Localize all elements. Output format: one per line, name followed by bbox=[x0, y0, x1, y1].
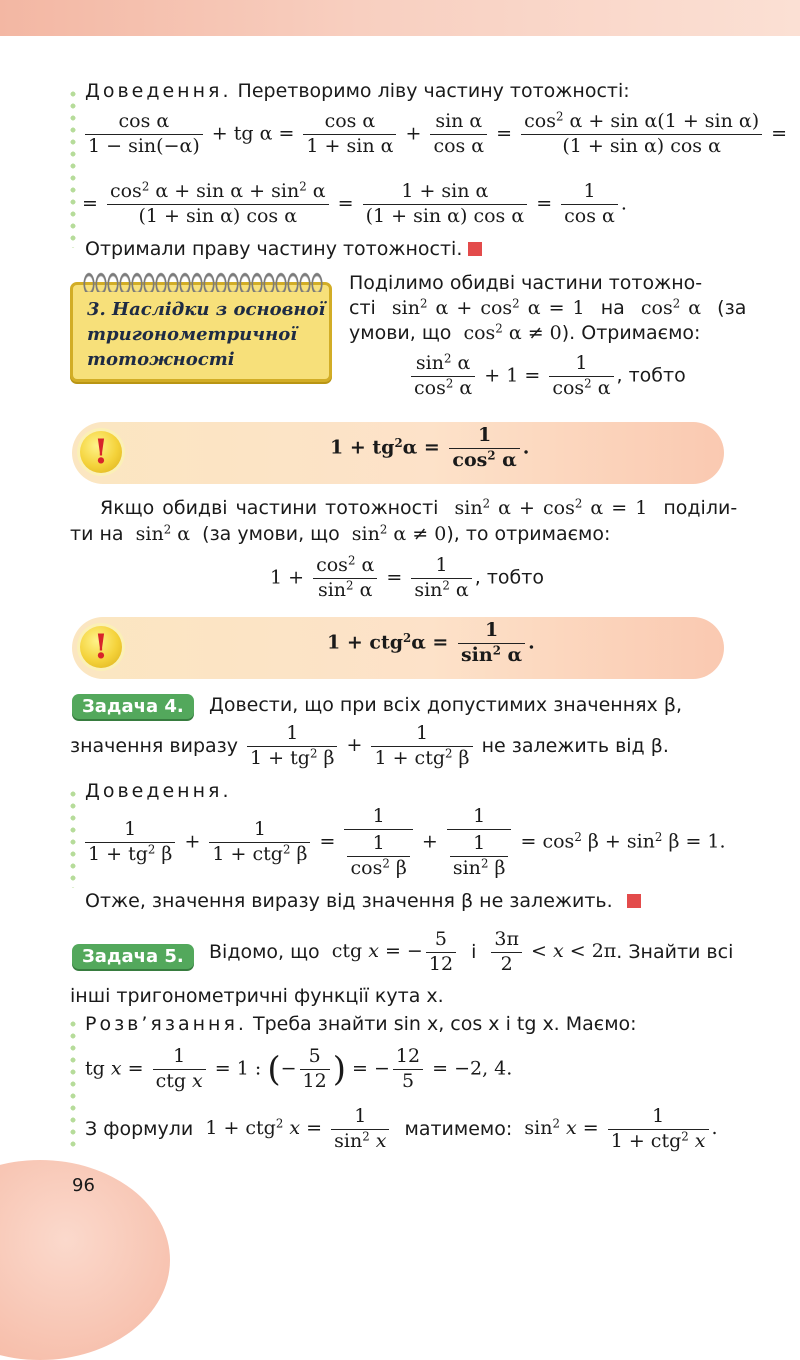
section-tobto: , тобто bbox=[616, 364, 686, 387]
exclamation-icon: ! bbox=[80, 626, 122, 668]
task5-equation-1: tg x = $\frac{1}{\text{ctg x}}$ = 1 : (− $\frac{5}{12}$ ) = − $\frac{12}{5}$ = −2, 4. bbox=[85, 1045, 513, 1092]
para2-text: Якщо обидві частини тотожності bbox=[100, 497, 439, 519]
task5-text-line-1: Відомо, що ctg x = − $\frac{5}{12}$ і $\frac{3\pi}{2}$ < x < 2π. Знайти всі bbox=[209, 928, 734, 975]
proof1-text: Перетворимо ліву частину тотожності: bbox=[237, 80, 630, 102]
proof1-line bbox=[85, 80, 630, 102]
task5-text-line-2 bbox=[70, 985, 444, 1007]
proof1-equation-2: = $\frac{\cos^2 \alpha + \sin \alpha + \sin^2 \alpha}{\text{(1 + sin α) cos α}}$ = $\frac{\text{1 + sin α}}{\text{(1 + sin α) cos α}}$ = $\frac{1}{\text{cos α}}$ . bbox=[82, 179, 627, 227]
para2-equation: 1 + $\frac{\cos^2 \alpha}{\sin^2 \alpha}$ = $\frac{1}{\sin^2 \alpha}$ , тобто bbox=[270, 553, 544, 601]
task4-proof-heading: Доведення. bbox=[85, 780, 232, 802]
task5-solution-line bbox=[85, 1013, 637, 1035]
para2-text: (за умови, що bbox=[202, 523, 340, 545]
section-text-line-3: умови, що $\cos^2 \alpha \ne 0$). Отримаємо: bbox=[349, 321, 701, 344]
exclamation-icon: ! bbox=[80, 431, 122, 473]
section-notebook-box bbox=[70, 282, 332, 382]
para2-line-2: ти на $\sin^2 \alpha$ (за умови, що $\sin^2 \alpha \ne 0$), то отримаємо: bbox=[70, 522, 611, 545]
section-text: ). Отримаємо: bbox=[561, 322, 701, 344]
proof-dots bbox=[70, 788, 76, 888]
task5-text: матимемо: bbox=[404, 1117, 513, 1140]
para2-line-1: Якщо обидві частини тотожності $\sin^2 \alpha + \cos^2 \alpha = 1$ поділи- bbox=[100, 496, 738, 519]
task5-text: . Знайти всі bbox=[616, 940, 734, 963]
section-text-line-2: сті $\sin^2 \alpha + \cos^2 \alpha = 1$ на $\cos^2 \alpha$ (за bbox=[349, 296, 747, 319]
task5-formula-line: З формули 1 + ctg$^2$ x = $\frac{1}{\sin^2 x}$ матимемо: $\sin^2 x$ = $\frac{1}{1 + ctg^2 x}$ . bbox=[85, 1105, 718, 1152]
proof1-conclusion-line bbox=[85, 238, 482, 260]
task5-text: і bbox=[471, 940, 477, 963]
proof1-conclusion: Отримали праву частину тотожності. bbox=[85, 238, 463, 260]
task5-text: інші тригонометричні функції кута x. bbox=[70, 985, 444, 1007]
task4-text: не залежить від β. bbox=[481, 734, 669, 757]
para2-text: поділи- bbox=[663, 497, 738, 519]
para2-text: ), то отримаємо: bbox=[446, 523, 611, 545]
proof-dots bbox=[70, 88, 76, 248]
task4-text-line-1 bbox=[209, 694, 682, 716]
task4-conclusion: Отже, значення виразу від значення β не залежить. bbox=[85, 890, 613, 912]
proof1-equation-1: $\frac{\text{cos α}}{1 - \sin(-\alpha)}$ + tg α = $\frac{\text{cos α}}{\text{1 + sin α}}$ + $\frac{\text{sin α}}{\text{cos α}}$ = $\frac{\cos^2 \alpha + \sin \alpha(1 + \sin \alpha)}{\text{(1 + sin α) cos α}}$ = bbox=[82, 110, 787, 159]
notebook-spiral bbox=[83, 272, 323, 292]
section-text: (за bbox=[717, 297, 747, 319]
end-of-proof-mark bbox=[627, 894, 641, 908]
task4-conclusion-line bbox=[85, 890, 641, 912]
important-formula-tg: $1 + tg^2\alpha$ = $\frac{1}{\cos^2 \alpha}$ . bbox=[330, 424, 530, 471]
para2-text: ти на bbox=[70, 523, 124, 545]
section-equation: $\frac{\sin^2 \alpha}{\cos^2 \alpha}$ + 1 = $\frac{1}{\cos^2 \alpha}$ , тобто bbox=[408, 352, 686, 401]
section-text-line-1 bbox=[349, 272, 702, 294]
section-text: умови, що bbox=[349, 322, 452, 344]
important-formula-box bbox=[72, 617, 724, 679]
solution-dots bbox=[70, 1018, 76, 1148]
top-decorative-band bbox=[0, 0, 800, 36]
section-title-line: тригонометричної bbox=[87, 324, 298, 345]
important-formula-ctg: 1 + ctg$^2$α = $\frac{1}{\sin^2 \alpha}$ . bbox=[327, 619, 535, 666]
task5-solution-heading: Розв’язання. bbox=[85, 1013, 247, 1035]
section-text: сті bbox=[349, 297, 376, 319]
section-title-line: 3. Наслідки з основної bbox=[87, 299, 326, 320]
important-formula-box bbox=[72, 422, 724, 484]
section-title-line: тотожності bbox=[87, 349, 235, 370]
end-of-proof-mark bbox=[468, 242, 482, 256]
proof1-heading: Доведення. bbox=[85, 80, 232, 102]
task5-badge: Задача 5. bbox=[72, 944, 194, 969]
task4-text: Довести, що при всіх допустимих значеннях β, bbox=[209, 694, 682, 716]
task5-text: З формули bbox=[85, 1117, 194, 1140]
task4-proof-equation: $\frac{1}{1 + tg^2 \beta}$ + $\frac{1}{1 + ctg^2 \beta}$ = $\frac{1}{\frac{1}{\cos^2 \beta}}$ + $\frac{1}{\frac{1}{\sin^2 \beta}}$ = $\cos^2 \beta + \sin^2 \beta = 1$. bbox=[82, 805, 726, 880]
task4-text: значення виразу bbox=[70, 734, 238, 757]
page-number: 96 bbox=[72, 1175, 95, 1196]
section-text: на bbox=[600, 297, 625, 319]
task4-text-line-2: значення виразу $\frac{1}{1 + tg^2 \beta}$ + $\frac{1}{1 + ctg^2 \beta}$ не залежить від β. bbox=[70, 722, 669, 769]
task4-badge: Задача 4. bbox=[72, 694, 194, 719]
para2-tobto: , тобто bbox=[474, 566, 544, 589]
section-text: Поділимо обидві частини тотожно- bbox=[349, 272, 703, 294]
task5-text: Відомо, що bbox=[209, 940, 320, 963]
section-title bbox=[87, 297, 325, 372]
task5-solution-text: Треба знайти sin x, cos x і tg x. Маємо: bbox=[252, 1013, 637, 1035]
